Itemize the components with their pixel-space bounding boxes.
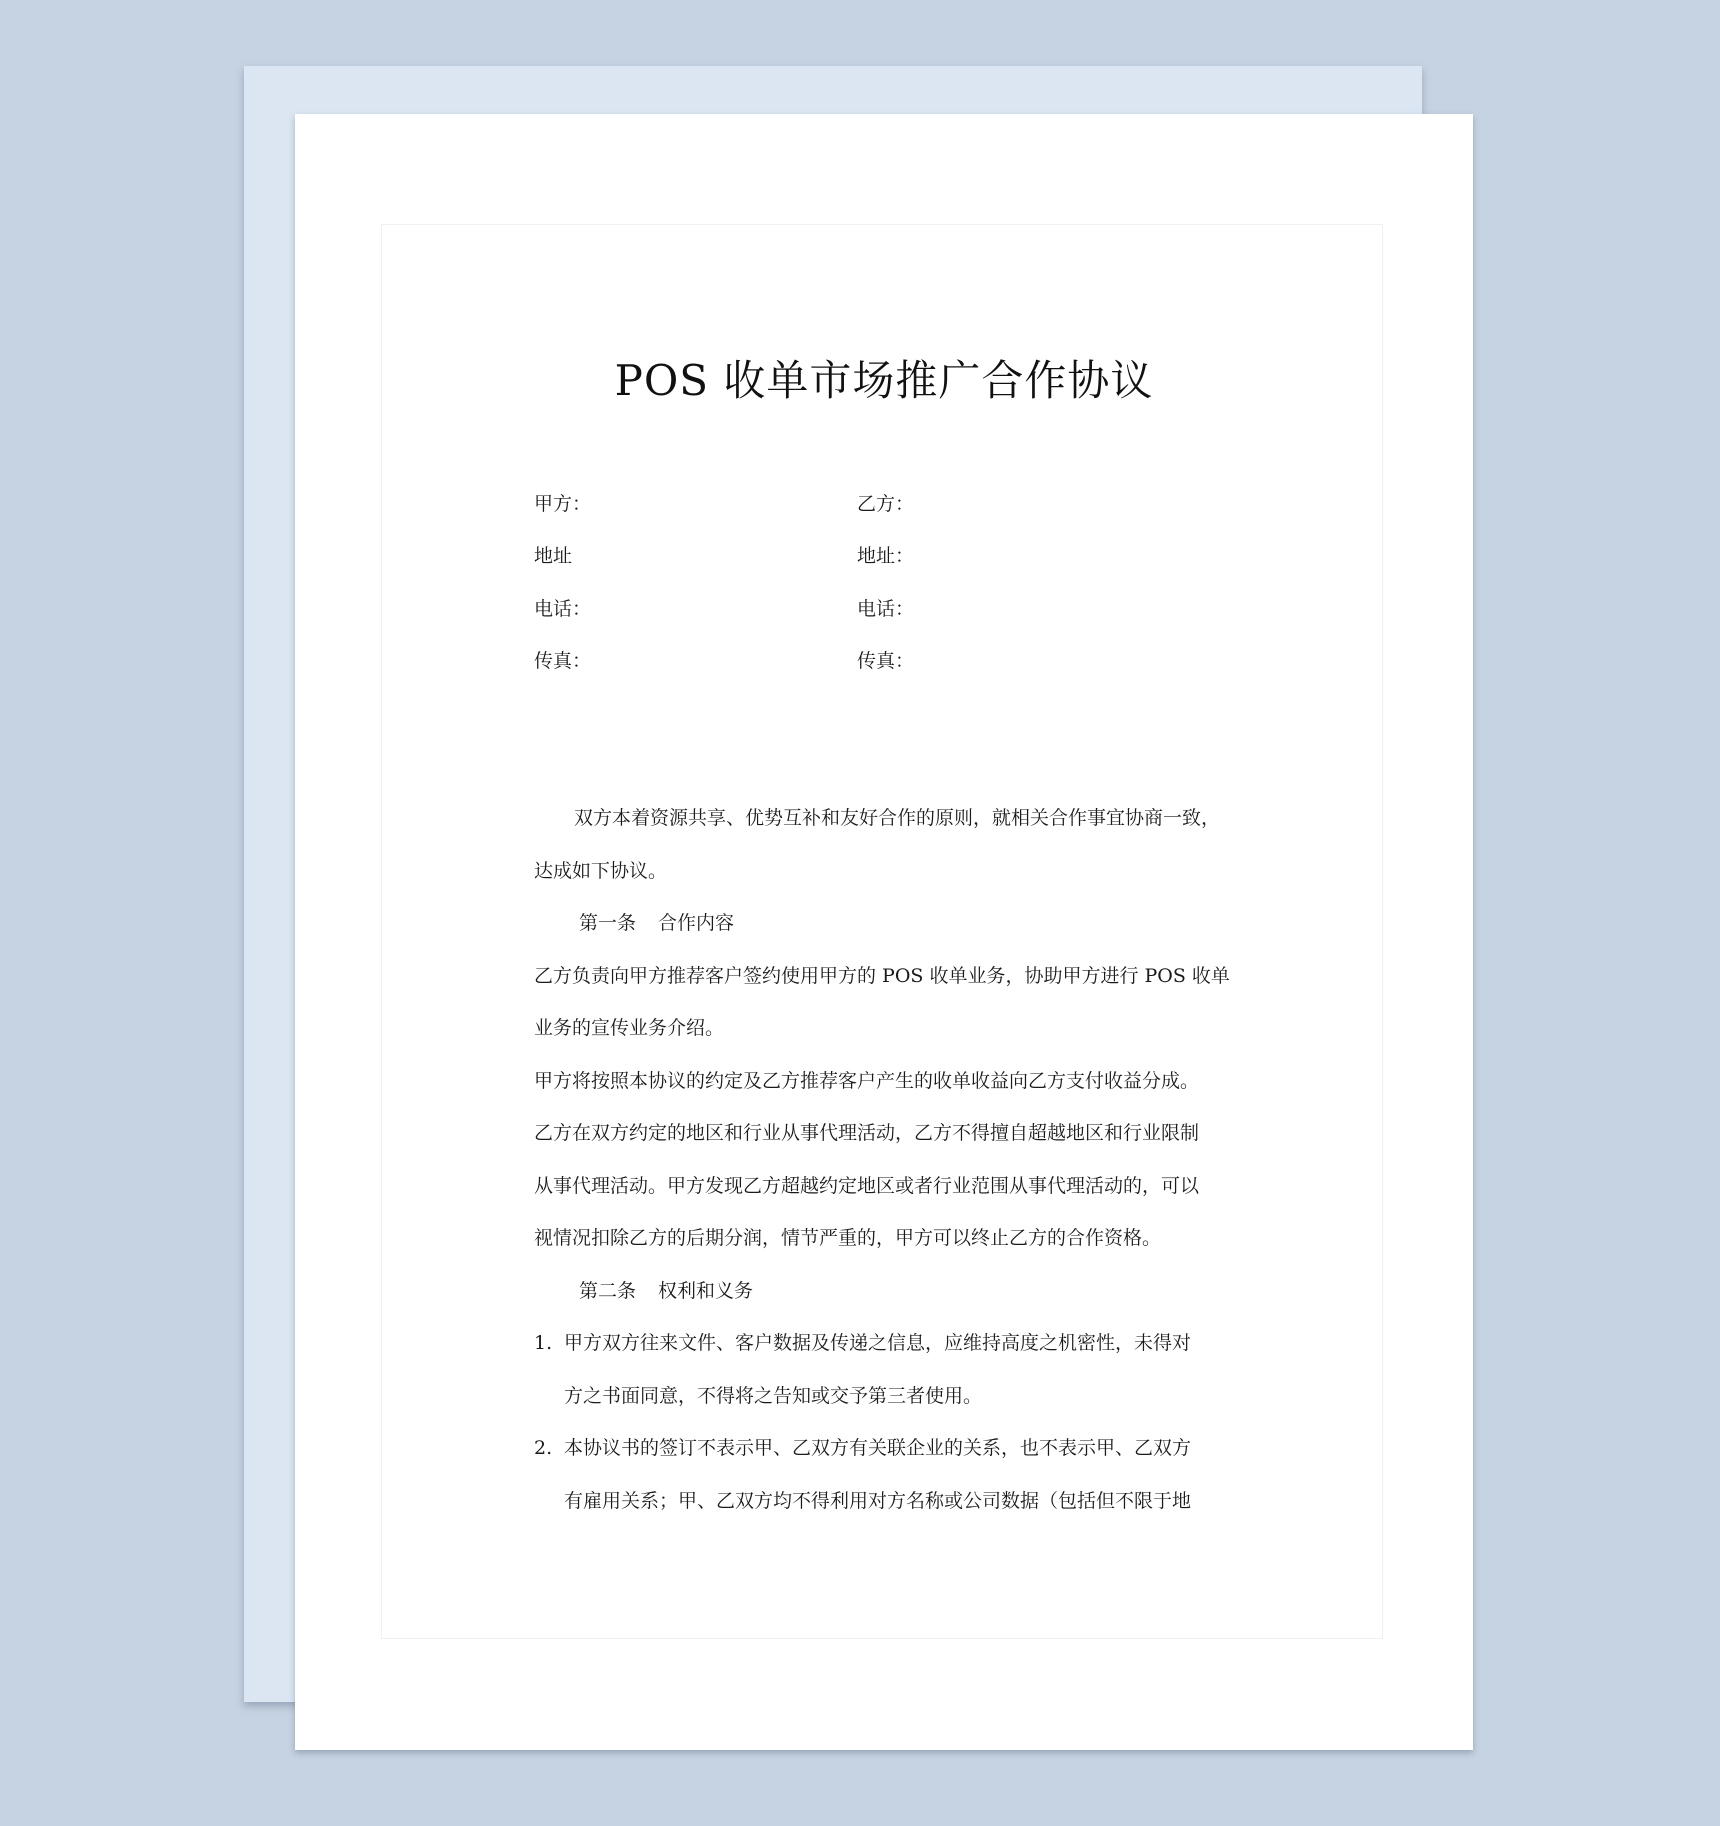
party-a-address: 地址	[534, 545, 573, 567]
party-b-label: 乙方：	[857, 493, 915, 515]
article-1-line-4: 乙方在双方约定的地区和行业从事代理活动，乙方不得擅自超越地区和行业限制	[534, 1122, 1200, 1144]
list-item-2-line-2: 有雇用关系；甲、乙双方均不得利用对方名称或公司数据（包括但不限于地	[564, 1490, 1192, 1512]
article-1-line-2: 业务的宣传业务介绍。	[534, 1017, 725, 1039]
document-title: POS 收单市场推广合作协议	[614, 356, 1154, 405]
list-item-2-line-1: 本协议书的签订不表示甲、乙双方有关联企业的关系，也不表示甲、乙双方	[564, 1437, 1192, 1459]
intro-line-2: 达成如下协议。	[534, 860, 668, 882]
document-page	[295, 114, 1473, 1750]
party-b-phone: 电话：	[857, 598, 915, 620]
party-a-label: 甲方：	[534, 493, 592, 515]
article-1-heading	[579, 911, 734, 935]
article-1-number: 第一条	[579, 912, 637, 934]
page-margin-frame	[381, 224, 1383, 1639]
article-2-number: 第二条	[579, 1280, 637, 1302]
list-item-2-number: 2.	[534, 1437, 553, 1459]
party-a-phone: 电话：	[534, 598, 592, 620]
article-2-title: 权利和义务	[658, 1280, 754, 1302]
article-1-line-3: 甲方将按照本协议的约定及乙方推荐客户产生的收单收益向乙方支付收益分成。	[534, 1070, 1200, 1092]
article-1-line-6: 视情况扣除乙方的后期分润，情节严重的，甲方可以终止乙方的合作资格。	[534, 1227, 1162, 1249]
party-b-fax: 传真：	[857, 650, 915, 672]
intro-line-1: 双方本着资源共享、优势互补和友好合作的原则，就相关合作事宜协商一致，	[574, 807, 1221, 829]
party-b-address: 地址：	[857, 545, 915, 567]
article-1-title: 合作内容	[658, 912, 735, 934]
list-item-1-line-1: 甲方双方往来文件、客户数据及传递之信息，应维持高度之机密性，未得对	[564, 1332, 1192, 1354]
article-1-line-1: 乙方负责向甲方推荐客户签约使用甲方的 POS 收单业务，协助甲方进行 POS 收单	[534, 965, 1230, 987]
article-1-line-5: 从事代理活动。甲方发现乙方超越约定地区或者行业范围从事代理活动的，可以	[534, 1175, 1200, 1197]
list-item-1-line-2: 方之书面同意，不得将之告知或交予第三者使用。	[564, 1385, 983, 1407]
party-a-fax: 传真：	[534, 650, 592, 672]
list-item-1-number: 1.	[534, 1332, 553, 1354]
article-2-heading	[579, 1279, 753, 1303]
